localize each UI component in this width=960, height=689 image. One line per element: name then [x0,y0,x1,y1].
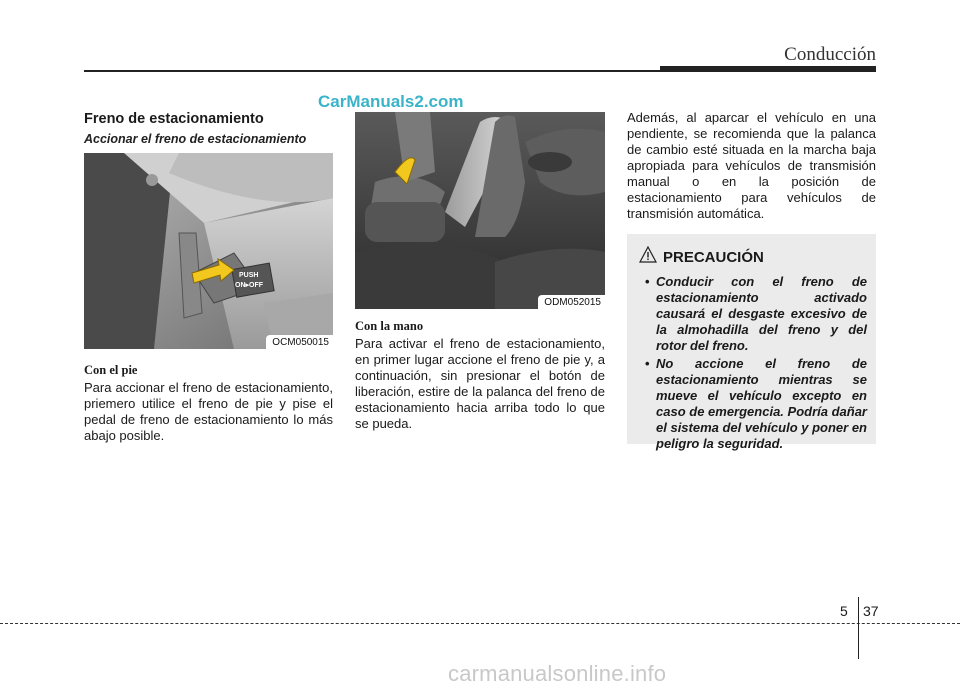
slope-text: Además, al aparcar el vehículo en una pendiente, se recomienda que la palanca de cambio esté situada en la marcha baja apropiada para vehículos de transmisión manual o en la posición de estacionamiento para vehículos de transmisión automática. [627,110,876,221]
photo-foot-pedal [84,153,333,349]
hand-section [355,318,605,432]
pedal-on-off-label: ON▸OFF [235,282,264,289]
heading-parking-brake: Freno de estacionamiento [84,111,264,127]
watermark-link[interactable]: CarManuals2.com [318,92,464,111]
section-title: Conducción [784,44,876,65]
foot-text: Para accionar el freno de estacionamiento, priemero utilice el freno de pie y pise el pedal de freno de estacionamiento lo más abajo posible. [84,380,333,443]
hand-text: Para activar el freno de estacionamiento, en primer lugar accione el freno de pie y, a continuación, sin presionar el botón de liberación, estire de la palanca del freno de estacionamiento hacia arriba todo lo que se pueda. [355,336,605,431]
footer-rule [0,623,960,624]
foot-label: Con el pie [84,363,138,377]
hand-label: Con la mano [355,319,424,333]
page-divider [858,597,859,659]
caution-title: PRECAUCIÓN [663,248,764,266]
photo-code-hand: ODM052015 [538,295,605,309]
caution-header [639,246,867,268]
pedal-push-label: PUSH [239,272,259,279]
caution-list [639,274,867,452]
warning-triangle-icon [639,246,657,268]
photo-hand-lever [355,112,605,309]
photo-code-foot: OCM050015 [266,335,333,349]
chapter-number: 5 [840,603,848,619]
caution-item: • Conducir con el freno de estacionamiento activado causará el desgaste excesivo de la almohadilla del freno y del rotor del freno. [639,274,867,354]
page-number: 37 [863,603,879,619]
caution-box [627,234,876,451]
watermark-footer[interactable]: carmanualsonline.info [448,661,667,686]
header-rule-thick [660,66,876,72]
header-rule-thin [84,70,660,72]
foot-section [84,362,333,444]
caution-item: • No accione el freno de estacionamiento mientras se mueve el vehículo excepto en caso de emergencia. Podría dañar el sistema del vehículo y poner en peligro la seguridad. [639,356,867,452]
subheading-apply-brake: Accionar el freno de estacionamiento [84,132,307,146]
